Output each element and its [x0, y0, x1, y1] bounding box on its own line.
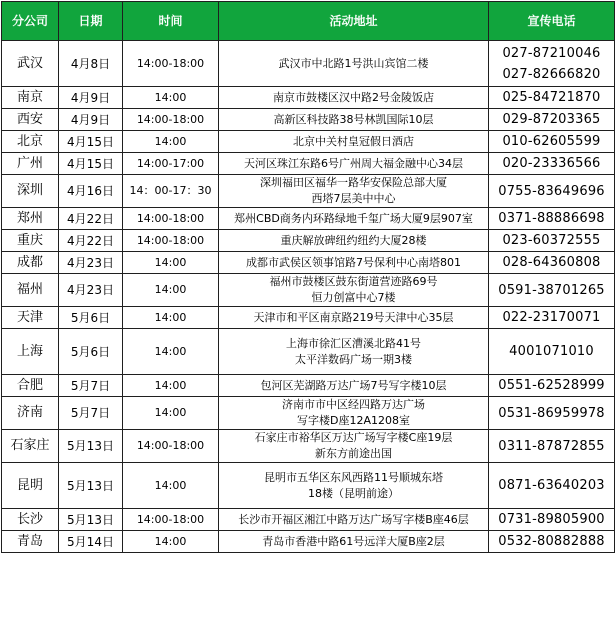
address-line: 深圳福田区福华一路华安保险总部大厦	[260, 176, 447, 189]
table-row	[2, 329, 615, 375]
time-cell: 14:00	[123, 307, 219, 329]
branch-cell: 重庆	[2, 230, 59, 252]
branch-cell: 合肥	[2, 375, 59, 397]
phone-cell	[489, 230, 615, 252]
address-cell	[219, 153, 489, 175]
address-line: 武汉市中北路1号洪山宾馆二楼	[278, 56, 429, 70]
address-line: 写字楼D座12A1208室	[297, 414, 410, 427]
branch-cell: 广州	[2, 153, 59, 175]
phone-number: 0311-87872855	[498, 438, 605, 454]
table-row	[2, 252, 615, 274]
branch-cell: 天津	[2, 307, 59, 329]
address-line: 西塔7层美中中心	[311, 192, 396, 205]
time-cell: 14:00	[123, 397, 219, 430]
table-row	[2, 397, 615, 430]
header-date: 日期	[59, 2, 123, 41]
branch-cell: 武汉	[2, 41, 59, 87]
time-cell: 14：00-17：30	[123, 175, 219, 208]
branch-cell: 上海	[2, 329, 59, 375]
branch-cell: 深圳	[2, 175, 59, 208]
date-cell: 4月8日	[59, 41, 123, 87]
phone-number: 0371-88886698	[498, 211, 605, 226]
phone-number: 0551-62528999	[498, 378, 605, 393]
time-cell: 14:00	[123, 87, 219, 109]
time-cell: 14:00	[123, 463, 219, 509]
time-cell: 14:00	[123, 252, 219, 274]
date-cell: 4月16日	[59, 175, 123, 208]
time-cell: 14:00	[123, 375, 219, 397]
table-row	[2, 307, 615, 329]
phone-cell	[489, 252, 615, 274]
address-cell	[219, 430, 489, 463]
address-cell	[219, 131, 489, 153]
address-cell	[219, 41, 489, 87]
branch-cell: 长沙	[2, 509, 59, 531]
time-cell: 14:00-18:00	[123, 208, 219, 230]
address-cell	[219, 397, 489, 430]
phone-number: 0731-89805900	[498, 512, 605, 527]
phone-number: 022-23170071	[502, 310, 601, 325]
date-cell: 5月6日	[59, 307, 123, 329]
address-line: 石家庄市裕华区万达广场写字楼C座19层	[254, 431, 453, 444]
phone-number: 0871-63640203	[498, 478, 605, 493]
phone-cell	[489, 329, 615, 375]
time-cell: 14:00-18:00	[123, 509, 219, 531]
date-cell: 4月9日	[59, 109, 123, 131]
address-line: 天河区珠江东路6号广州周大福金融中心34层	[244, 156, 463, 170]
address-line: 太平洋数码广场一期3楼	[295, 352, 412, 366]
branch-cell: 济南	[2, 397, 59, 430]
branch-cell: 西安	[2, 109, 59, 131]
table-row	[2, 153, 615, 175]
phone-number: 4001071010	[509, 344, 594, 359]
phone-number: 023-60372555	[502, 233, 601, 248]
address-line: 郑州CBD商务内环路绿地千玺广场大厦9层907室	[234, 211, 473, 225]
phone-cell	[489, 153, 615, 175]
branch-cell: 南京	[2, 87, 59, 109]
phone-cell	[489, 87, 615, 109]
table-row	[2, 87, 615, 109]
time-cell: 14:00-18:00	[123, 230, 219, 252]
date-cell: 4月15日	[59, 131, 123, 153]
date-cell: 5月14日	[59, 531, 123, 553]
phone-cell	[489, 397, 615, 430]
table-row	[2, 375, 615, 397]
date-cell: 5月13日	[59, 509, 123, 531]
address-line: 福州市鼓楼区鼓东街道营迹路69号	[269, 275, 438, 288]
table-row	[2, 131, 615, 153]
phone-number: 029-87203365	[502, 112, 601, 127]
time-cell: 14:00-18:00	[123, 430, 219, 463]
address-line: 青岛市香港中路61号远洋大厦B座2层	[262, 534, 445, 548]
address-line: 18楼（昆明前途）	[308, 486, 399, 500]
address-line: 重庆解放碑纽约纽约大厦28楼	[280, 233, 427, 247]
date-cell: 5月13日	[59, 463, 123, 509]
phone-cell	[489, 375, 615, 397]
date-cell: 4月9日	[59, 87, 123, 109]
address-line: 长沙市开福区湘江中路万达广场写字楼B座46层	[238, 512, 469, 526]
address-cell	[219, 208, 489, 230]
phone-cell	[489, 463, 615, 509]
date-cell: 5月6日	[59, 329, 123, 375]
phone-number: 0532-80882888	[498, 534, 605, 549]
phone-cell	[489, 307, 615, 329]
header-time: 时间	[123, 2, 219, 41]
address-cell	[219, 252, 489, 274]
table-row	[2, 274, 615, 307]
table-row	[2, 175, 615, 208]
phone-cell	[489, 509, 615, 531]
address-cell	[219, 375, 489, 397]
time-cell: 14:00-18:00	[123, 41, 219, 87]
phone-cell	[489, 531, 615, 553]
address-cell	[219, 230, 489, 252]
phone-cell	[489, 430, 615, 463]
date-cell: 5月7日	[59, 375, 123, 397]
address-line: 上海市徐汇区漕溪北路41号	[286, 336, 421, 350]
header-branch: 分公司	[2, 2, 59, 41]
phone-number: 010-62605599	[502, 134, 601, 149]
address-line: 恒力创富中心7楼	[311, 291, 396, 304]
branch-cell: 石家庄	[2, 430, 59, 463]
phone-number: 028-64360808	[502, 255, 601, 270]
address-cell	[219, 175, 489, 208]
address-cell	[219, 463, 489, 509]
header-phone: 宣传电话	[489, 2, 615, 41]
address-cell	[219, 531, 489, 553]
phone-cell	[489, 131, 615, 153]
phone-number: 0531-86959978	[498, 405, 605, 421]
phone-number: 020-23336566	[502, 156, 601, 171]
branch-cell: 青岛	[2, 531, 59, 553]
address-line: 成都市武侯区领事馆路7号保利中心南塔801	[246, 255, 461, 269]
header-row	[2, 2, 615, 41]
date-cell: 4月23日	[59, 274, 123, 307]
table-row	[2, 41, 615, 87]
table-row	[2, 430, 615, 463]
address-line: 济南市市中区经四路万达广场	[282, 398, 425, 411]
phone-cell	[489, 208, 615, 230]
branch-cell: 北京	[2, 131, 59, 153]
address-cell	[219, 509, 489, 531]
branch-cell: 成都	[2, 252, 59, 274]
address-cell	[219, 274, 489, 307]
phone-number: 025-84721870	[502, 90, 601, 105]
time-cell: 14:00-17:00	[123, 153, 219, 175]
date-cell: 4月22日	[59, 230, 123, 252]
address-cell	[219, 87, 489, 109]
address-line: 北京中关村皇冠假日酒店	[293, 134, 414, 148]
date-cell: 4月22日	[59, 208, 123, 230]
address-cell	[219, 307, 489, 329]
date-cell: 4月23日	[59, 252, 123, 274]
phone-cell	[489, 41, 615, 87]
phone-number: 0755-83649696	[498, 183, 605, 199]
date-cell: 5月7日	[59, 397, 123, 430]
table-row	[2, 230, 615, 252]
address-line: 昆明市五华区东风西路11号顺城东塔	[264, 470, 443, 484]
date-cell: 5月13日	[59, 430, 123, 463]
address-line: 新东方前途出国	[315, 447, 392, 460]
address-line: 高新区科技路38号林凯国际10层	[273, 112, 434, 126]
address-line: 包河区芜湖路万达广场7号写字楼10层	[260, 378, 447, 392]
time-cell: 14:00	[123, 329, 219, 375]
address-line: 南京市鼓楼区汉中路2号金陵饭店	[273, 90, 434, 104]
phone-number: 027-82666820	[502, 66, 601, 82]
phone-cell	[489, 274, 615, 307]
address-line: 天津市和平区南京路219号天津中心35层	[253, 310, 454, 324]
phone-number: 0591-38701265	[498, 282, 605, 298]
table-row	[2, 109, 615, 131]
table-row	[2, 531, 615, 553]
address-cell	[219, 329, 489, 375]
phone-cell	[489, 175, 615, 208]
table-row	[2, 509, 615, 531]
phone-number: 027-87210046	[502, 45, 601, 61]
table-row	[2, 463, 615, 509]
branch-cell: 昆明	[2, 463, 59, 509]
date-cell: 4月15日	[59, 153, 123, 175]
time-cell: 14:00	[123, 131, 219, 153]
table-row	[2, 208, 615, 230]
branch-cell: 福州	[2, 274, 59, 307]
table-body	[2, 41, 615, 553]
phone-cell	[489, 109, 615, 131]
address-cell	[219, 109, 489, 131]
schedule-table	[1, 1, 615, 553]
time-cell: 14:00-18:00	[123, 109, 219, 131]
time-cell: 14:00	[123, 531, 219, 553]
branch-cell: 郑州	[2, 208, 59, 230]
time-cell: 14:00	[123, 274, 219, 307]
header-address: 活动地址	[219, 2, 489, 41]
